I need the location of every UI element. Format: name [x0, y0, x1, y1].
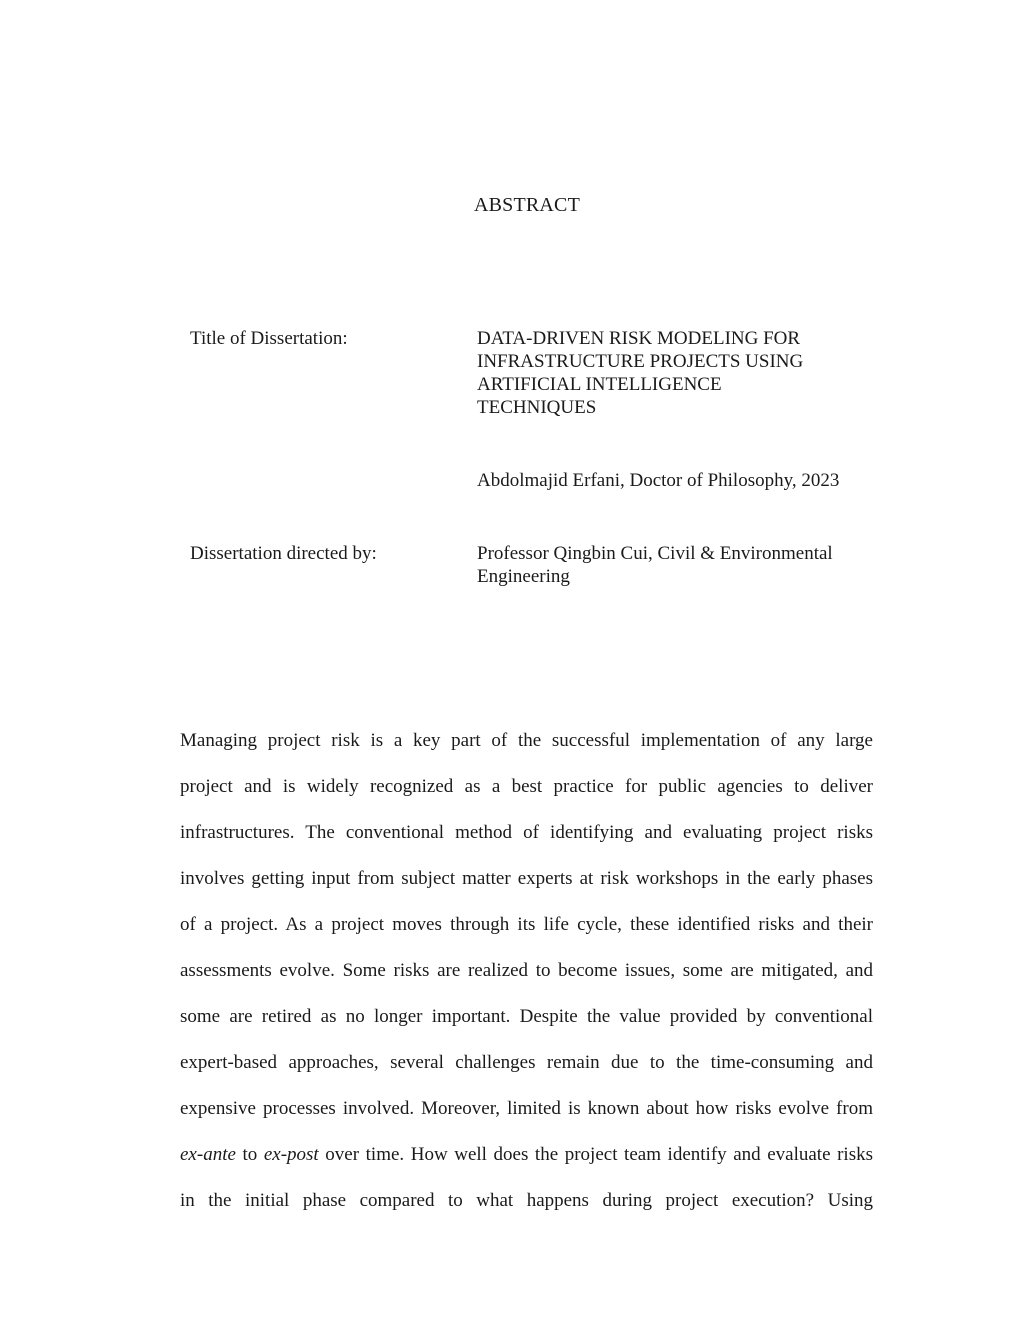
director-line: Professor Qingbin Cui, Civil & Environmental — [477, 543, 833, 564]
abstract-line: Managing project risk is a key part of the successful implementation of any large — [180, 730, 873, 751]
abstract-body — [180, 718, 873, 1224]
dissertation-title-line: DATA-DRIVEN RISK MODELING FOR — [477, 328, 801, 349]
abstract-line: assessments evolve. Some risks are realized to become issues, some are mitigated, and — [180, 960, 873, 981]
abstract-line-with-italics — [180, 1132, 873, 1178]
abstract-text: over time. How well does the project team identify and evaluate risks — [318, 1144, 873, 1165]
abstract-line: some are retired as no longer important. Despite the value provided by conventional — [180, 1006, 873, 1027]
abstract-line: of a project. As a project moves through its life cycle, these identified risks and their — [180, 914, 873, 935]
abstract-line: project and is widely recognized as a best practice for public agencies to deliver — [180, 776, 873, 797]
directed-by-label: Dissertation directed by: — [190, 543, 377, 564]
abstract-text: to — [235, 1144, 264, 1165]
dissertation-title-line: ARTIFICIAL INTELLIGENCE — [477, 374, 722, 395]
italic-term: ex-ante — [180, 1144, 236, 1165]
page-title: ABSTRACT — [473, 194, 581, 216]
dissertation-director — [477, 542, 872, 588]
dissertation-title-line: TECHNIQUES — [477, 397, 597, 418]
abstract-line: involves getting input from subject matter experts at risk workshops in the early phases — [180, 868, 873, 889]
dissertation-title-line: INFRASTRUCTURE PROJECTS USING — [477, 351, 804, 372]
abstract-line: expert-based approaches, several challenges remain due to the time-consuming and — [180, 1052, 873, 1073]
title-of-dissertation-label: Title of Dissertation: — [190, 328, 348, 349]
author-degree-line: Abdolmajid Erfani, Doctor of Philosophy, 2023 — [477, 470, 840, 491]
abstract-line: in the initial phase compared to what happens during project execution? Using — [180, 1190, 873, 1211]
dissertation-title — [477, 327, 877, 419]
italic-term: ex-post — [263, 1144, 319, 1165]
abstract-line: expensive processes involved. Moreover, limited is known about how risks evolve from — [180, 1098, 873, 1119]
director-line: Engineering — [477, 566, 570, 587]
abstract-line: infrastructures. The conventional method of identifying and evaluating project risks — [180, 822, 873, 843]
